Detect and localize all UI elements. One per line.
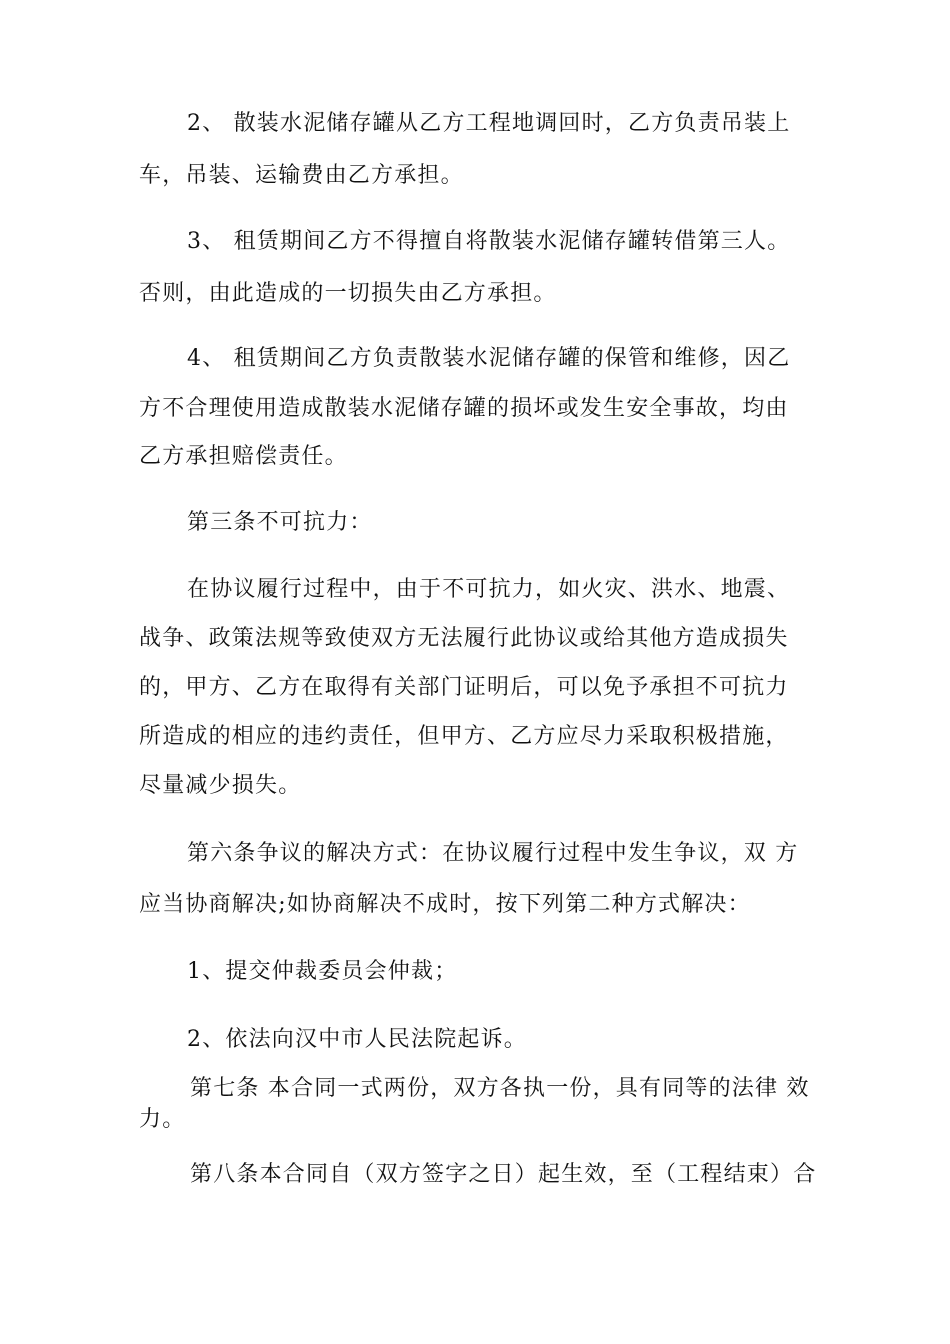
text-line: 所造成的相应的违约责任，但甲方、乙方应尽力采取积极措施， xyxy=(139,724,789,749)
text-line: 尽量减少损失。 xyxy=(139,773,302,798)
text-line: 3、 租赁期间乙方不得擅自将散装水泥储存罐转借第三人。 xyxy=(187,229,791,254)
text-line: 力。 xyxy=(139,1107,186,1132)
text-line: 车，吊装、运输费由乙方承担。 xyxy=(139,163,464,188)
text-line: 第八条本合同自（双方签字之日）起生效，至（工程结束）合 xyxy=(190,1162,817,1187)
text-line: 战争、政策法规等致使双方无法履行此协议或给其他方造成损失 xyxy=(139,626,789,651)
text-line: 2、 散装水泥储存罐从乙方工程地调回时，乙方负责吊装上 xyxy=(187,111,791,136)
text-line: 的，甲方、乙方在取得有关部门证明后，可以免予承担不可抗力 xyxy=(139,675,789,700)
text-line: 第六条争议的解决方式：在协议履行过程中发生争议，双 方 xyxy=(187,841,799,866)
text-line: 第七条 本合同一式两份，双方各执一份，具有同等的法律 效 xyxy=(190,1076,810,1101)
list-item: 2、依法向汉中市人民法院起诉。 xyxy=(187,1027,527,1052)
text-line: 在协议履行过程中，由于不可抗力，如火灾、洪水、地震、 xyxy=(187,577,791,602)
section-heading: 第三条不可抗力： xyxy=(187,510,373,535)
text-line: 乙方承担赔偿责任。 xyxy=(139,444,348,469)
list-item: 1、提交仲裁委员会仲裁； xyxy=(187,959,458,984)
text-line: 方不合理使用造成散装水泥储存罐的损坏或发生安全事故，均由 xyxy=(139,396,789,421)
text-line: 应当协商解决;如协商解决不成时，按下列第二种方式解决： xyxy=(139,892,751,917)
text-line: 4、 租赁期间乙方负责散装水泥储存罐的保管和维修，因乙 xyxy=(187,346,791,371)
text-line: 否则，由此造成的一切损失由乙方承担。 xyxy=(139,281,557,306)
